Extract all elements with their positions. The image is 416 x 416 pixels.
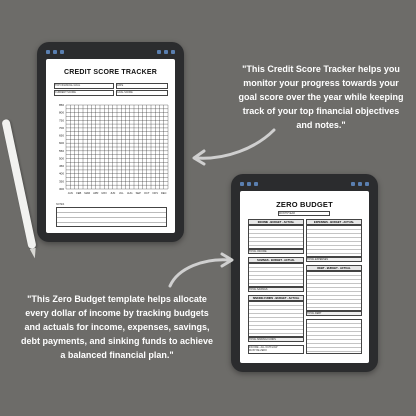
header-label: BUDGET [275, 297, 287, 300]
toolbar-icon [254, 182, 258, 186]
total-debt: TOTAL DEBT [306, 311, 362, 316]
arrow-to-zero-budget [164, 250, 244, 290]
total-expenses: TOTAL EXPENSES [306, 257, 362, 262]
header-label: SINKING FUNDS [252, 297, 274, 300]
toolbar-icon [171, 50, 175, 54]
tablet-zero-budget [231, 174, 378, 372]
header-label: BUDGET [330, 221, 342, 224]
header-label: ACTUAL [339, 267, 351, 270]
month-year-field [278, 211, 330, 216]
header-label: BUDGET [270, 221, 282, 224]
summary-note: MUST BE ZERO [249, 349, 267, 352]
savings-header: SAVINGS · BUDGET · ACTUAL [248, 257, 304, 263]
notes-lines [56, 207, 167, 227]
toolbar-icon [157, 50, 161, 54]
toolbar-icon [53, 50, 57, 54]
debt-rows [306, 271, 362, 311]
header-label: INCOME [257, 221, 269, 224]
page-title: ZERO BUDGET [276, 200, 333, 209]
total-sinking: TOTAL SINKING FUNDS [248, 337, 304, 342]
expenses-header: EXPENSES · BUDGET · ACTUAL [306, 219, 362, 225]
month-label: MAY [101, 192, 107, 195]
field-label: DATE [117, 84, 124, 87]
field-top-financial-goal [54, 83, 114, 89]
month-label: SEP [135, 192, 141, 195]
income-minus-outflow [248, 345, 304, 354]
toolbar-icon [351, 182, 355, 186]
y-tick-label: 300 [58, 187, 64, 191]
tablet-toolbar [37, 48, 184, 56]
toolbar-icon [247, 182, 251, 186]
score-grid [46, 99, 175, 209]
field-date [116, 83, 168, 89]
summary-label: INCOME - ALL OUTFLOW [249, 346, 278, 349]
y-tick-label: 750 [58, 118, 64, 123]
zero-budget-page [240, 191, 369, 363]
month-label: JUL [118, 192, 124, 195]
y-tick-label: 600 [58, 141, 64, 146]
month-label: AUG [126, 192, 133, 195]
income-header: INCOME · BUDGET · ACTUAL [248, 219, 304, 225]
y-tick-label: 700 [58, 125, 64, 130]
toolbar-icon [358, 182, 362, 186]
y-tick-label: 400 [58, 171, 64, 176]
header-label: DEBT [317, 267, 325, 270]
month-label: JAN [67, 192, 73, 195]
field-goal-score [116, 90, 168, 96]
y-tick-label: 450 [58, 164, 64, 169]
field-label: CURRENT SCORE [55, 91, 76, 94]
header-label: ACTUAL [288, 297, 300, 300]
sinking-header: SINKING FUNDS · BUDGET · ACTUAL [248, 295, 304, 301]
credit-tracker-page [46, 59, 175, 233]
toolbar-icon [164, 50, 168, 54]
debt-header: DEBT · BUDGET · ACTUAL [306, 265, 362, 271]
page-title: CREDIT SCORE TRACKER [63, 69, 158, 76]
header-label: BUDGET [326, 267, 338, 270]
income-rows [248, 225, 304, 249]
toolbar-icon [365, 182, 369, 186]
credit-tracker-caption: "This Credit Score Tracker helps you monitor your progress towards your goal score over the year while keeping track of your top financial objectives and notes." [238, 64, 404, 130]
tablet-toolbar [231, 180, 378, 188]
month-label: JUN [110, 192, 116, 195]
field-label: MONTH/YEAR [279, 212, 295, 215]
month-label: MAR [84, 192, 91, 195]
toolbar-icon [60, 50, 64, 54]
month-label: APR [93, 192, 99, 195]
extra-rows [306, 319, 362, 354]
toolbar-icon [240, 182, 244, 186]
sinking-rows [248, 301, 304, 337]
savings-rows [248, 263, 304, 287]
header-label: ACTUAL [284, 259, 295, 262]
total-income: TOTAL INCOME [248, 249, 304, 254]
field-current-score [54, 90, 114, 96]
month-label: NOV [152, 192, 159, 195]
y-tick-label: 350 [58, 179, 64, 184]
field-label: GOAL SCORE [117, 91, 133, 94]
arrow-to-credit-tracker [186, 126, 286, 166]
tablet-credit-tracker [37, 42, 184, 242]
header-label: EXPENSES [313, 221, 328, 224]
y-tick-label: 800 [58, 110, 64, 115]
y-tick-label: 550 [58, 148, 64, 153]
notes-label: NOTES [56, 203, 65, 206]
header-label: ACTUAL [343, 221, 355, 224]
zero-budget-caption: "This Zero Budget template helps allocate every dollar of income by tracking budgets and actuals for income, expenses, savings, debt payments, and sinking funds to achieve a balanced financial plan." [20, 294, 214, 360]
total-savings: TOTAL SAVINGS [248, 287, 304, 292]
stylus-pencil [1, 119, 36, 250]
month-label: FEB [76, 192, 82, 195]
month-label: OCT [144, 192, 150, 195]
month-label: DEC [161, 192, 167, 195]
toolbar-icon [46, 50, 50, 54]
field-label: TOP FINANCIAL GOAL [55, 84, 81, 87]
expenses-rows [306, 225, 362, 257]
y-tick-label: 850 [58, 103, 64, 107]
y-tick-label: 650 [58, 133, 64, 138]
header-label: ACTUAL [283, 221, 295, 224]
y-tick-label: 500 [58, 156, 64, 161]
header-label: SAVINGS [257, 259, 269, 262]
header-label: BUDGET [270, 259, 282, 262]
